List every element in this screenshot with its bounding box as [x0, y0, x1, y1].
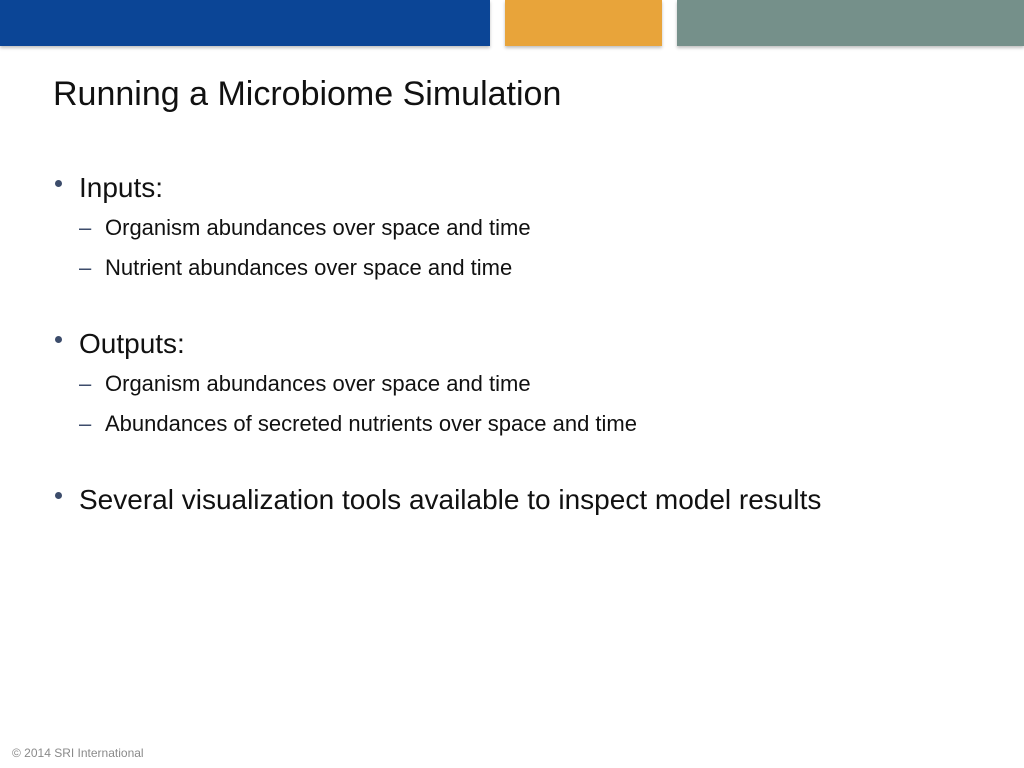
sub-item	[79, 212, 992, 252]
bullet-text: Several visualization tools available to inspect model results	[79, 484, 822, 515]
bullet-item-visualization	[52, 482, 992, 518]
bullet-dot-icon	[55, 492, 62, 499]
bullet-item-inputs	[52, 170, 992, 292]
dash-icon: –	[79, 371, 92, 396]
bullet-item-outputs	[52, 326, 992, 448]
sub-item	[79, 252, 992, 292]
bullet-list	[52, 170, 992, 540]
sub-list	[79, 368, 992, 448]
header-bar-blue	[0, 0, 490, 46]
slide-title: Running a Microbiome Simulation	[53, 75, 562, 113]
sub-item	[79, 408, 992, 448]
dash-icon: –	[79, 411, 92, 436]
dash-icon: –	[79, 215, 92, 240]
sub-item-text: Abundances of secreted nutrients over space and time	[105, 411, 637, 436]
sub-item	[79, 368, 992, 408]
header-bar-gray	[677, 0, 1024, 46]
sub-list	[79, 212, 992, 292]
bullet-text: Outputs:	[79, 328, 185, 359]
sub-item-text: Organism abundances over space and time	[105, 371, 531, 396]
bullet-dot-icon	[55, 180, 62, 187]
sub-item-text: Nutrient abundances over space and time	[105, 255, 513, 280]
copyright-footer: © 2014 SRI International	[12, 746, 144, 760]
dash-icon: –	[79, 255, 92, 280]
sub-item-text: Organism abundances over space and time	[105, 215, 531, 240]
bullet-dot-icon	[55, 336, 62, 343]
bullet-text: Inputs:	[79, 172, 164, 203]
header-bar-orange	[505, 0, 662, 46]
